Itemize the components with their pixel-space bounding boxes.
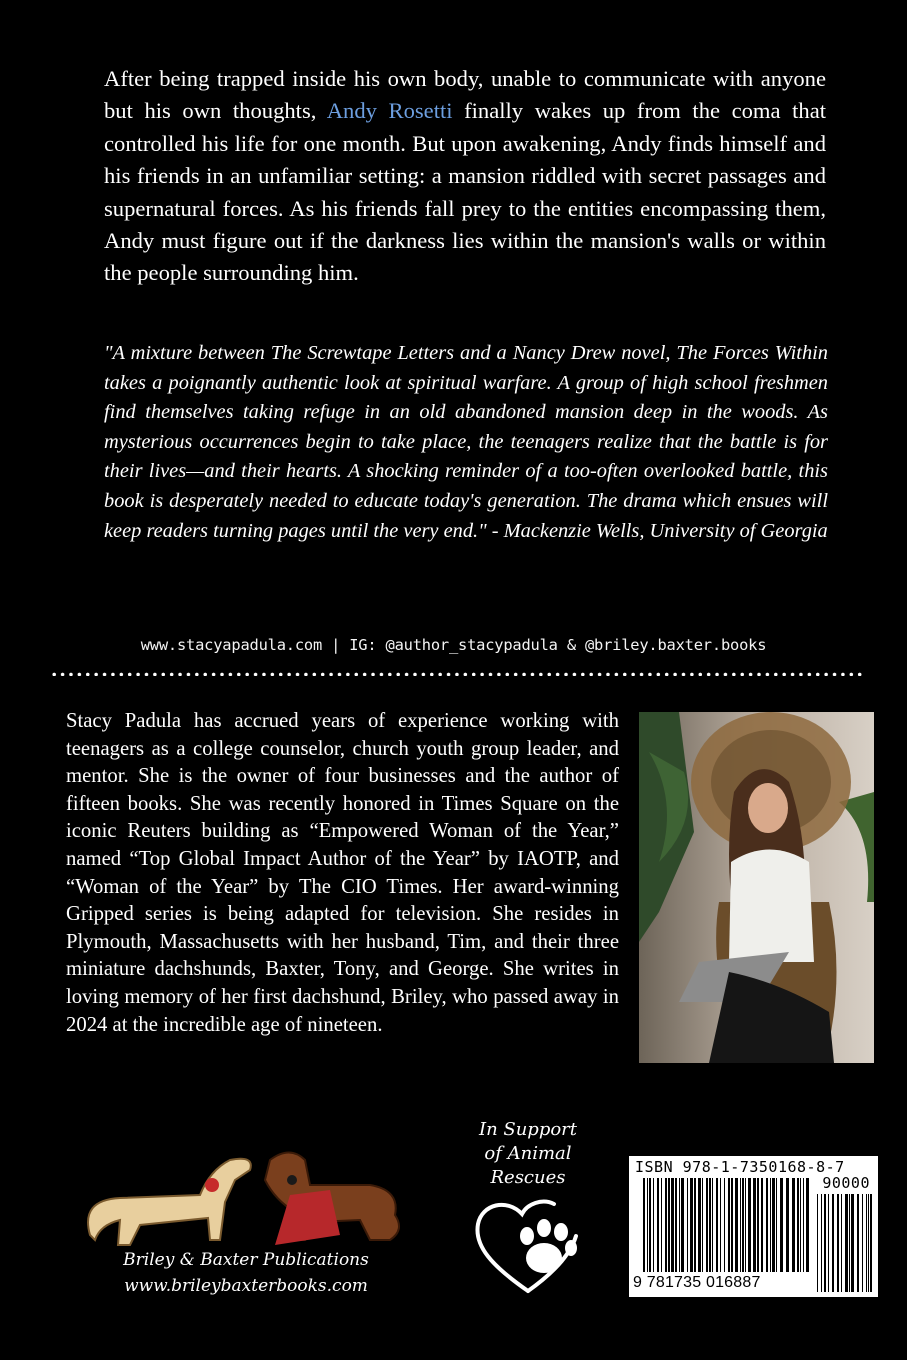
author-photo: [639, 712, 874, 1063]
animal-rescue-support: [462, 1118, 594, 1190]
price-addon: 90000: [822, 1174, 870, 1192]
dotted-divider: [50, 672, 862, 676]
author-links: www.stacyapadula.com | IG: @author_stacypadula & @briley.baxter.books: [140, 636, 767, 654]
heart-paw-icon: [472, 1196, 584, 1296]
isbn-digits: 9 781735 016887: [633, 1274, 761, 1291]
blurb-text-end: finally wakes up from the coma that controlled his life for one month. But upon awakening, Andy finds himself and his friends in an unfamiliar setting: a mansion riddled with secret passages and supernatural forces. As his friends fall prey to the entities encompassing them, Andy must figure out if the darkness lies within the mansion's walls or within the people surrounding him.: [104, 98, 827, 286]
publisher-url: www.brileybaxterbooks.com: [124, 1276, 368, 1296]
author-bio: Stacy Padula has accrued years of experience working with teenagers as a college counselor, church youth group leader, and mentor. She is the owner of four businesses and the author of fifteen books. She was recently honored in Times Square on the iconic Reuters building as “Empowered Woman of the Year,” named “Top Global Impact Author of the Year” by IAOTP, and “Woman of the Year” by The CIO Times. Her award-winning Gripped series is being adapted for television. She resides in Plymouth, Massachusetts with her husband, Tim, and their three miniature dachshunds, Baxter, Tony, and George. She writes in loving memory of her first dachshund, Briley, who passed away in 2024 at the incredible age of nineteen.: [66, 710, 619, 1036]
support-line-3: Rescues: [490, 1167, 566, 1188]
book-blurb: [104, 63, 826, 290]
support-line-2: of Animal: [484, 1143, 572, 1164]
support-line-1: In Support: [478, 1119, 578, 1140]
isbn-barcode: [629, 1156, 878, 1297]
character-name: Andy Rosetti: [326, 98, 453, 124]
isbn-label: ISBN 978-1-7350168-8-7: [635, 1158, 845, 1176]
publisher-name: Briley & Baxter Publications: [123, 1250, 369, 1270]
blurb-text-start: After being trapped inside his own body, unable to communicate with anyone but his own thoughts,: [104, 66, 826, 124]
review-quote: "A mixture between The Screwtape Letters and a Nancy Drew novel, The Forces Within takes a poignantly authentic look at spiritual warfare. A group of high school freshmen find themselves taking refuge in an old abandoned mansion deep in the woods. As mysterious occurrences begin to take place, the teenagers realize that the battle is for their lives—and their hearts. A shocking reminder of a too-often overlooked battle, this book is desperately needed to educate today's generation. The drama which ensues will keep readers turning pages until the very end." - Mackenzie Wells, University of Georgia: [104, 342, 828, 542]
